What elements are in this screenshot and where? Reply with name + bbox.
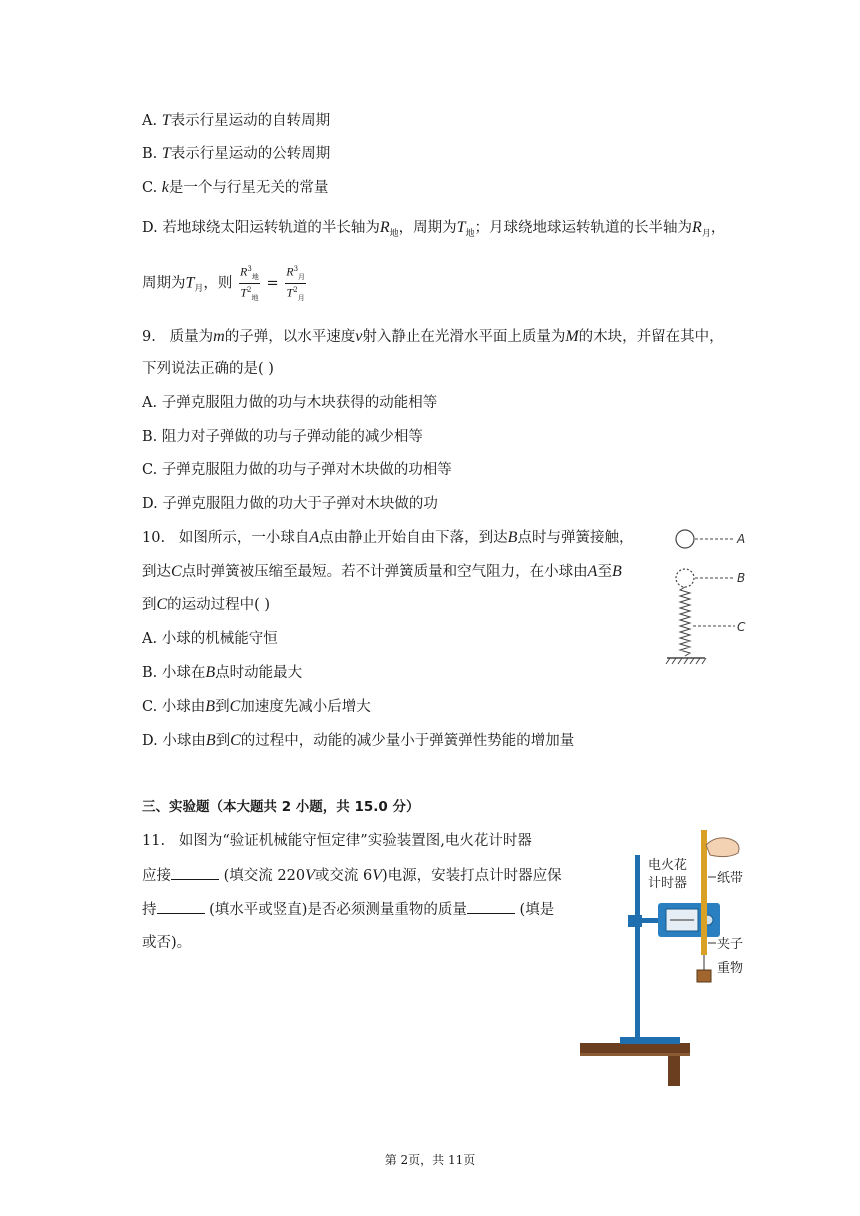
timer-label-2: 计时器 [648, 876, 688, 891]
stand-arm [642, 918, 660, 923]
label-a: A [737, 532, 746, 546]
page-footer: 第 2页，共 11页 [384, 1153, 476, 1167]
ball-at-b [676, 569, 694, 587]
weight-label: 重物 [717, 961, 744, 976]
q8-option-c: C. k是一个与行星无关的常量 [142, 179, 329, 196]
q10-option-b: B. 小球在B点时动能最大 [142, 664, 303, 681]
q9-option-a: A. 子弹克服阻力做的功与木块获得的动能相等 [142, 395, 438, 411]
stand-clamp [628, 915, 642, 927]
spring-ball-figure [665, 522, 755, 672]
fraction-moon: $\frac{R^3_月}{T^2_月}$ [286, 264, 306, 302]
q10-stem-line1: 10. 如图所示，一小球自A点由静止开始自由下落，到达B点时与弹簧接触， [142, 529, 634, 546]
q10-stem-line2: 到达C点时弹簧被压缩至最短。若不计弹簧质量和空气阻力，在小球由A至B [142, 563, 622, 580]
q8-option-d-line2: 周期为$T_月$，则 $\frac{R^3_地}{T^2_地}$ = $\frac{R^3_月}{T^2_月}$ [142, 264, 306, 302]
q10-option-d: D. 小球由B到C的过程中，动能的减少量小于弹簧弹性势能的增加量 [142, 732, 575, 749]
weight [697, 970, 711, 982]
q10-option-c: C. 小球由B到C加速度先减小后增大 [142, 698, 371, 715]
q10-stem-line3: 到C的运动过程中( ) [142, 596, 271, 613]
table-edge [580, 1053, 690, 1056]
answer-blank-3[interactable] [467, 899, 515, 914]
tape-label: 纸带 [717, 871, 744, 886]
table-top [580, 1043, 690, 1053]
q9-stem-line1: 9. 质量为m的子弹，以水平速度v射入静止在光滑水平面上质量为M的木块，并留在其中， [142, 328, 724, 345]
apparatus-figure [580, 825, 760, 1090]
table-leg [668, 1056, 680, 1086]
q9-stem-line2: 下列说法正确的是( ) [142, 361, 274, 377]
stand-base [620, 1037, 680, 1044]
q11-stem-line3: 持 (填水平或竖直)是否必须测量重物的质量 (填是 [142, 899, 554, 920]
clip-label: 夹子 [717, 937, 744, 952]
q9-option-d: D. 子弹克服阻力做的功大于子弹对木块做的功 [142, 496, 438, 512]
stand-rod [635, 855, 640, 1037]
q9-option-b: B. 阻力对子弹做的功与子弹动能的减少相等 [142, 429, 423, 445]
fraction-earth: $\frac{R^3_地}{T^2_地}$ [240, 264, 259, 302]
section-heading: 三、实验题（本大题共 2 小题，共 15.0 分） [142, 799, 420, 815]
hand-icon [706, 838, 739, 857]
answer-blank-1[interactable] [171, 865, 219, 880]
ground-hatch [666, 658, 706, 664]
label-c: C [737, 620, 746, 634]
q11-stem-line1: 11. 如图为“验证机械能守恒定律”实验装置图,电火花计时器 [142, 833, 532, 849]
label-b: B [737, 571, 746, 585]
q8-option-d-line1: D. 若地球绕太阳运转轨道的半长轴为$R_地$，周期为$T_地$；月球绕地球运转轨道的长半轴为$R_月$， [142, 219, 726, 239]
timer-label-1: 电火花 [648, 858, 688, 873]
q10-option-a: A. 小球的机械能守恒 [142, 631, 278, 647]
q8-option-a: A. T表示行星运动的自转周期 [142, 112, 331, 129]
q9-option-c: C. 子弹克服阻力做的功与子弹对木块做的功相等 [142, 462, 452, 478]
q11-stem-line2: 应接 (填交流 220V或交流 6V)电源，安装打点计时器应保 [142, 867, 562, 884]
q8-option-b: B. T表示行星运动的公转周期 [142, 145, 331, 162]
q11-stem-line4: 或否)。 [142, 935, 192, 951]
answer-blank-2[interactable] [157, 899, 205, 914]
spring [680, 587, 690, 656]
paper-tape [701, 830, 707, 955]
ball-at-a [676, 530, 694, 548]
